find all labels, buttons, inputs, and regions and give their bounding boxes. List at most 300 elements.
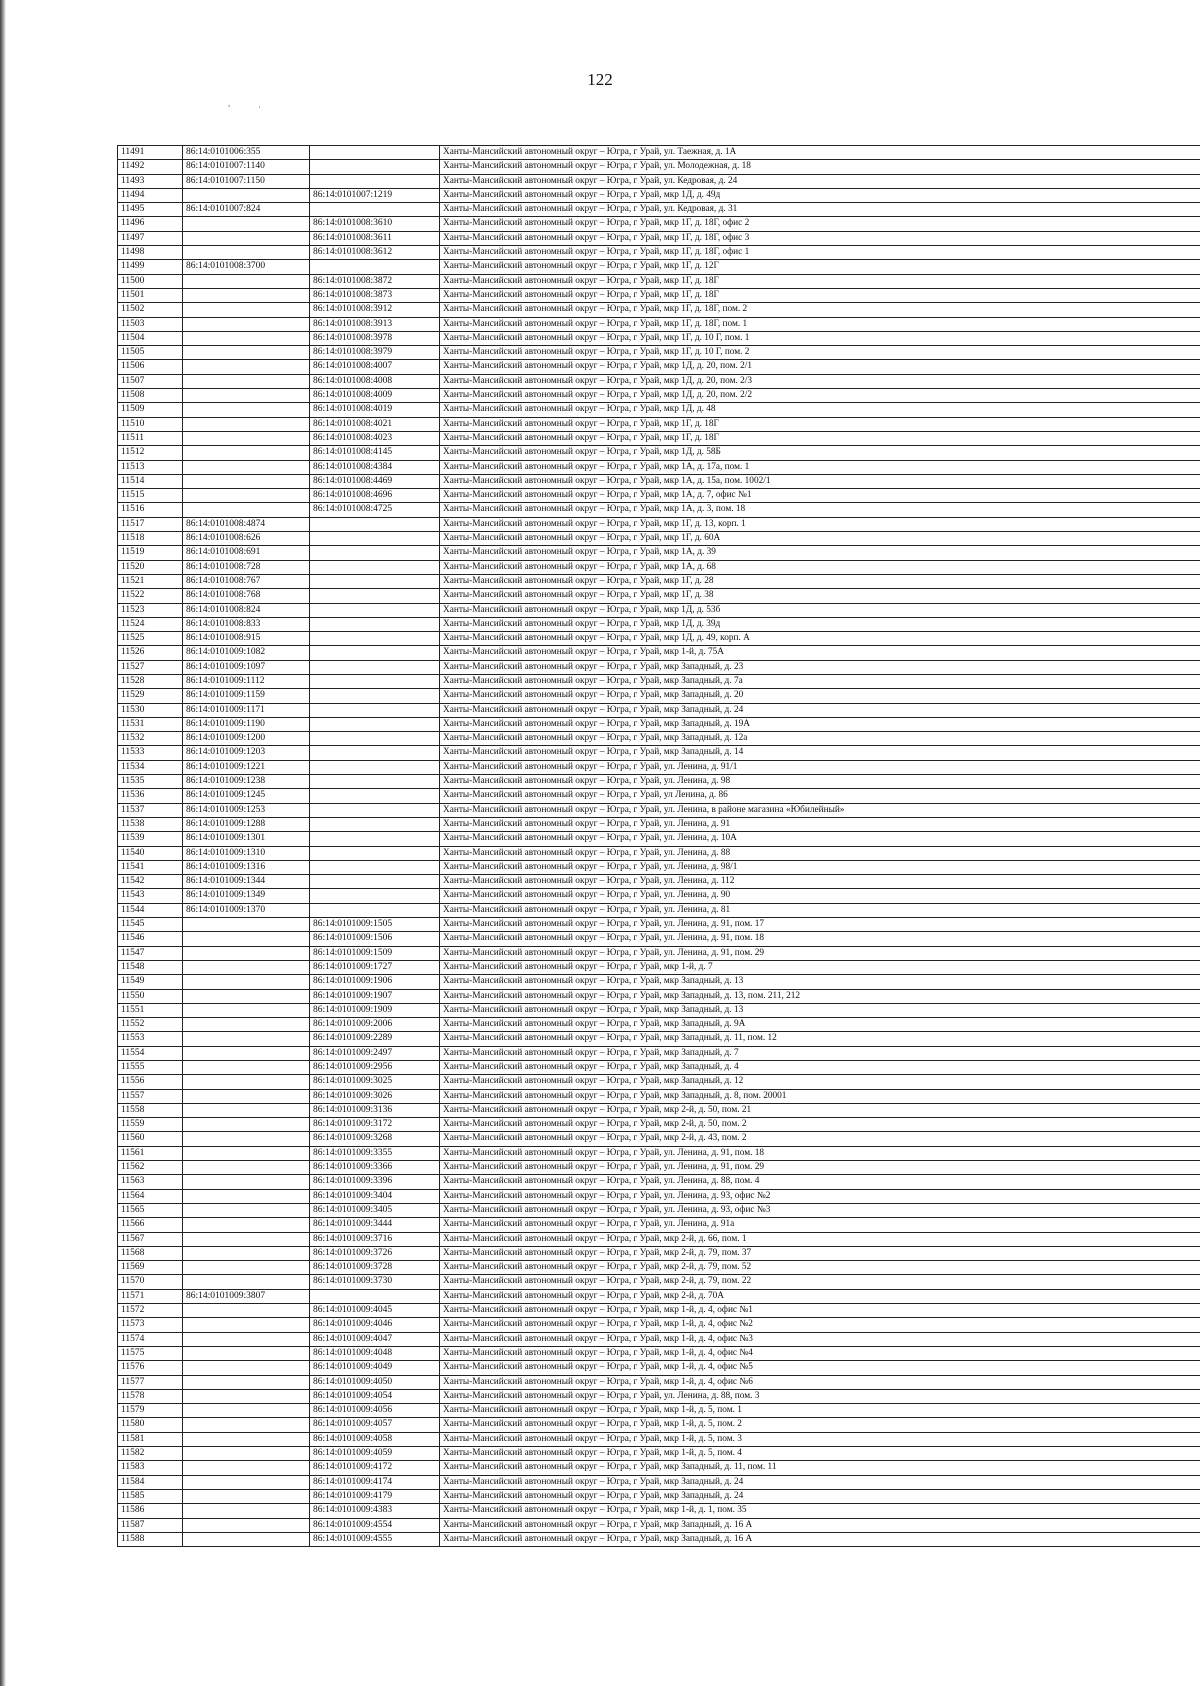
row-number-cell: 11575 xyxy=(118,1346,183,1360)
table-row xyxy=(118,560,1200,574)
land-cadastral-number-cell: 86:14:0101009:1370 xyxy=(183,903,310,917)
land-cadastral-number-cell: 86:14:0101009:1301 xyxy=(183,832,310,846)
address-cell: Ханты-Мансийский автономный округ – Югра, г Урай, мкр 1Д, д. 20, пом. 2/2 xyxy=(440,389,1200,403)
building-cadastral-number-cell xyxy=(310,660,440,674)
table-row xyxy=(118,1175,1200,1189)
address-cell: Ханты-Мансийский автономный округ – Югра, г Урай, мкр 1Г, д. 18Г, офис 2 xyxy=(440,217,1200,231)
table-row xyxy=(118,1046,1200,1060)
table-row xyxy=(118,1003,1200,1017)
land-cadastral-number-cell: 86:14:0101008:768 xyxy=(183,589,310,603)
building-cadastral-number-cell xyxy=(310,846,440,860)
land-cadastral-number-cell xyxy=(183,1361,310,1375)
table-row xyxy=(118,660,1200,674)
table-row xyxy=(118,817,1200,831)
row-number-cell: 11514 xyxy=(118,474,183,488)
land-cadastral-number-cell xyxy=(183,918,310,932)
row-number-cell: 11532 xyxy=(118,732,183,746)
building-cadastral-number-cell: 86:14:0101008:4007 xyxy=(310,360,440,374)
address-cell: Ханты-Мансийский автономный округ – Югра, г Урай, мкр 1Г, д. 12Г xyxy=(440,260,1200,274)
address-cell: Ханты-Мансийский автономный округ – Югра, г Урай, мкр Западный, д. 13, пом. 211, 212 xyxy=(440,989,1200,1003)
table-row xyxy=(118,1032,1200,1046)
table-row xyxy=(118,1018,1200,1032)
table-row xyxy=(118,589,1200,603)
table-row xyxy=(118,732,1200,746)
row-number-cell: 11556 xyxy=(118,1075,183,1089)
land-cadastral-number-cell: 86:14:0101009:1171 xyxy=(183,703,310,717)
row-number-cell: 11515 xyxy=(118,489,183,503)
table-row xyxy=(118,303,1200,317)
scan-edge xyxy=(0,0,6,1686)
row-number-cell: 11524 xyxy=(118,617,183,631)
building-cadastral-number-cell xyxy=(310,746,440,760)
registry-table-body xyxy=(118,146,1200,1547)
address-cell: Ханты-Мансийский автономный округ – Югра, г Урай, мкр 1Г, д. 18Г, офис 1 xyxy=(440,246,1200,260)
land-cadastral-number-cell: 86:14:0101009:1310 xyxy=(183,846,310,860)
table-row xyxy=(118,1489,1200,1503)
land-cadastral-number-cell: 86:14:0101009:1200 xyxy=(183,732,310,746)
row-number-cell: 11498 xyxy=(118,246,183,260)
address-cell: Ханты-Мансийский автономный округ – Югра, г Урай, ул. Ленина, д. 91, пом. 17 xyxy=(440,918,1200,932)
land-cadastral-number-cell xyxy=(183,403,310,417)
row-number-cell: 11529 xyxy=(118,689,183,703)
land-cadastral-number-cell: 86:14:0101009:1203 xyxy=(183,746,310,760)
address-cell: Ханты-Мансийский автономный округ – Югра, г Урай, мкр Западный, д. 11, пом. 12 xyxy=(440,1032,1200,1046)
land-cadastral-number-cell: 86:14:0101009:1245 xyxy=(183,789,310,803)
table-row xyxy=(118,1389,1200,1403)
table-row xyxy=(118,1404,1200,1418)
address-cell: Ханты-Мансийский автономный округ – Югра, г Урай, мкр 1-й, д. 4, офис №1 xyxy=(440,1304,1200,1318)
address-cell: Ханты-Мансийский автономный округ – Югра, г Урай, ул. Ленина, д. 93, офис №3 xyxy=(440,1203,1200,1217)
row-number-cell: 11587 xyxy=(118,1518,183,1532)
table-row xyxy=(118,188,1200,202)
row-number-cell: 11513 xyxy=(118,460,183,474)
land-cadastral-number-cell xyxy=(183,1461,310,1475)
land-cadastral-number-cell xyxy=(183,389,310,403)
address-cell: Ханты-Мансийский автономный округ – Югра, г Урай, ул. Ленина, д. 112 xyxy=(440,875,1200,889)
land-cadastral-number-cell xyxy=(183,1389,310,1403)
address-cell: Ханты-Мансийский автономный округ – Югра, г Урай, ул Ленина, д. 86 xyxy=(440,789,1200,803)
table-row xyxy=(118,217,1200,231)
land-cadastral-number-cell xyxy=(183,217,310,231)
building-cadastral-number-cell: 86:14:0101009:4383 xyxy=(310,1504,440,1518)
building-cadastral-number-cell xyxy=(310,903,440,917)
land-cadastral-number-cell: 86:14:0101007:1150 xyxy=(183,174,310,188)
land-cadastral-number-cell: 86:14:0101009:1238 xyxy=(183,775,310,789)
land-cadastral-number-cell xyxy=(183,1018,310,1032)
land-cadastral-number-cell xyxy=(183,331,310,345)
table-row xyxy=(118,346,1200,360)
address-cell: Ханты-Мансийский автономный округ – Югра, г Урай, мкр 1Г, д. 10 Г, пом. 1 xyxy=(440,331,1200,345)
table-row xyxy=(118,1261,1200,1275)
row-number-cell: 11542 xyxy=(118,875,183,889)
address-cell: Ханты-Мансийский автономный округ – Югра, г Урай, мкр 1А, д. 68 xyxy=(440,560,1200,574)
row-number-cell: 11527 xyxy=(118,660,183,674)
table-row xyxy=(118,1089,1200,1103)
building-cadastral-number-cell: 86:14:0101009:2956 xyxy=(310,1061,440,1075)
row-number-cell: 11504 xyxy=(118,331,183,345)
land-cadastral-number-cell xyxy=(183,1304,310,1318)
land-cadastral-number-cell: 86:14:0101007:1140 xyxy=(183,160,310,174)
row-number-cell: 11549 xyxy=(118,975,183,989)
land-cadastral-number-cell: 86:14:0101008:767 xyxy=(183,574,310,588)
table-row xyxy=(118,1275,1200,1289)
land-cadastral-number-cell xyxy=(183,1189,310,1203)
row-number-cell: 11585 xyxy=(118,1489,183,1503)
address-cell: Ханты-Мансийский автономный округ – Югра, г Урай, мкр Западный, д. 14 xyxy=(440,746,1200,760)
building-cadastral-number-cell xyxy=(310,146,440,160)
land-cadastral-number-cell xyxy=(183,460,310,474)
table-row xyxy=(118,1304,1200,1318)
land-cadastral-number-cell: 86:14:0101008:3700 xyxy=(183,260,310,274)
table-row xyxy=(118,860,1200,874)
table-row xyxy=(118,832,1200,846)
table-row xyxy=(118,517,1200,531)
row-number-cell: 11567 xyxy=(118,1232,183,1246)
row-number-cell: 11526 xyxy=(118,646,183,660)
row-number-cell: 11531 xyxy=(118,717,183,731)
row-number-cell: 11586 xyxy=(118,1504,183,1518)
row-number-cell: 11510 xyxy=(118,417,183,431)
address-cell: Ханты-Мансийский автономный округ – Югра, г Урай, мкр 1Г, д. 38 xyxy=(440,589,1200,603)
table-row xyxy=(118,1232,1200,1246)
building-cadastral-number-cell xyxy=(310,732,440,746)
land-cadastral-number-cell xyxy=(183,1261,310,1275)
row-number-cell: 11522 xyxy=(118,589,183,603)
table-row xyxy=(118,717,1200,731)
land-cadastral-number-cell xyxy=(183,288,310,302)
address-cell: Ханты-Мансийский автономный округ – Югра, г Урай, мкр 1Д, д. 48 xyxy=(440,403,1200,417)
table-row xyxy=(118,389,1200,403)
row-number-cell: 11511 xyxy=(118,431,183,445)
table-row xyxy=(118,403,1200,417)
land-cadastral-number-cell: 86:14:0101009:1112 xyxy=(183,674,310,688)
land-cadastral-number-cell xyxy=(183,317,310,331)
address-cell: Ханты-Мансийский автономный округ – Югра, г Урай, мкр 1Г, д. 60А xyxy=(440,532,1200,546)
building-cadastral-number-cell: 86:14:0101008:3872 xyxy=(310,274,440,288)
table-row xyxy=(118,1161,1200,1175)
table-row xyxy=(118,1118,1200,1132)
row-number-cell: 11509 xyxy=(118,403,183,417)
building-cadastral-number-cell: 86:14:0101009:1727 xyxy=(310,960,440,974)
land-cadastral-number-cell xyxy=(183,1418,310,1432)
table-row xyxy=(118,1218,1200,1232)
address-cell: Ханты-Мансийский автономный округ – Югра, г Урай, мкр 1Г, д. 18Г, пом. 2 xyxy=(440,303,1200,317)
land-cadastral-number-cell xyxy=(183,417,310,431)
building-cadastral-number-cell: 86:14:0101009:4059 xyxy=(310,1447,440,1461)
table-row xyxy=(118,146,1200,160)
row-number-cell: 11574 xyxy=(118,1332,183,1346)
table-row xyxy=(118,203,1200,217)
address-cell: Ханты-Мансийский автономный округ – Югра, г Урай, мкр 1Г, д. 18Г, офис 3 xyxy=(440,231,1200,245)
row-number-cell: 11582 xyxy=(118,1447,183,1461)
row-number-cell: 11503 xyxy=(118,317,183,331)
land-cadastral-number-cell xyxy=(183,975,310,989)
address-cell: Ханты-Мансийский автономный округ – Югра, г Урай, мкр Западный, д. 4 xyxy=(440,1061,1200,1075)
building-cadastral-number-cell: 86:14:0101009:3404 xyxy=(310,1189,440,1203)
building-cadastral-number-cell: 86:14:0101009:1909 xyxy=(310,1003,440,1017)
land-cadastral-number-cell xyxy=(183,946,310,960)
table-row xyxy=(118,1461,1200,1475)
building-cadastral-number-cell: 86:14:0101008:4008 xyxy=(310,374,440,388)
address-cell: Ханты-Мансийский автономный округ – Югра, г Урай, мкр 1-й, д. 4, офис №3 xyxy=(440,1332,1200,1346)
address-cell: Ханты-Мансийский автономный округ – Югра, г Урай, мкр Западный, д. 7а xyxy=(440,674,1200,688)
address-cell: Ханты-Мансийский автономный округ – Югра, г Урай, ул. Ленина, в районе магазина «Юбилейный» xyxy=(440,803,1200,817)
address-cell: Ханты-Мансийский автономный округ – Югра, г Урай, мкр 1-й, д. 4, офис №2 xyxy=(440,1318,1200,1332)
building-cadastral-number-cell: 86:14:0101009:1506 xyxy=(310,932,440,946)
row-number-cell: 11508 xyxy=(118,389,183,403)
row-number-cell: 11564 xyxy=(118,1189,183,1203)
building-cadastral-number-cell: 86:14:0101009:4050 xyxy=(310,1375,440,1389)
row-number-cell: 11583 xyxy=(118,1461,183,1475)
building-cadastral-number-cell xyxy=(310,789,440,803)
address-cell: Ханты-Мансийский автономный округ – Югра, г Урай, мкр 2-й, д. 70А xyxy=(440,1289,1200,1303)
address-cell: Ханты-Мансийский автономный округ – Югра, г Урай, мкр 1Г, д. 18Г xyxy=(440,431,1200,445)
table-row xyxy=(118,1375,1200,1389)
building-cadastral-number-cell xyxy=(310,646,440,660)
building-cadastral-number-cell: 86:14:0101009:4174 xyxy=(310,1475,440,1489)
land-cadastral-number-cell xyxy=(183,1504,310,1518)
row-number-cell: 11523 xyxy=(118,603,183,617)
building-cadastral-number-cell: 86:14:0101009:4056 xyxy=(310,1404,440,1418)
page-number: 122 xyxy=(587,70,613,89)
table-row xyxy=(118,1246,1200,1260)
row-number-cell: 11505 xyxy=(118,346,183,360)
scan-mark: , xyxy=(228,98,231,108)
row-number-cell: 11553 xyxy=(118,1032,183,1046)
building-cadastral-number-cell: 86:14:0101008:4384 xyxy=(310,460,440,474)
building-cadastral-number-cell: 86:14:0101009:4554 xyxy=(310,1518,440,1532)
table-row xyxy=(118,746,1200,760)
building-cadastral-number-cell xyxy=(310,532,440,546)
table-row xyxy=(118,1289,1200,1303)
building-cadastral-number-cell: 86:14:0101009:3268 xyxy=(310,1132,440,1146)
table-row xyxy=(118,1518,1200,1532)
land-cadastral-number-cell xyxy=(183,1132,310,1146)
building-cadastral-number-cell: 86:14:0101008:3873 xyxy=(310,288,440,302)
land-cadastral-number-cell xyxy=(183,1103,310,1117)
row-number-cell: 11521 xyxy=(118,574,183,588)
address-cell: Ханты-Мансийский автономный округ – Югра, г Урай, ул. Ленина, д. 88, пом. 4 xyxy=(440,1175,1200,1189)
table-row xyxy=(118,1361,1200,1375)
land-cadastral-number-cell xyxy=(183,1489,310,1503)
land-cadastral-number-cell: 86:14:0101009:1316 xyxy=(183,860,310,874)
table-row xyxy=(118,574,1200,588)
building-cadastral-number-cell: 86:14:0101009:3728 xyxy=(310,1261,440,1275)
table-row xyxy=(118,1532,1200,1546)
land-cadastral-number-cell xyxy=(183,274,310,288)
table-row xyxy=(118,532,1200,546)
land-cadastral-number-cell xyxy=(183,989,310,1003)
address-cell: Ханты-Мансийский автономный округ – Югра, г Урай, ул. Ленина, д. 91 xyxy=(440,817,1200,831)
building-cadastral-number-cell xyxy=(310,260,440,274)
address-cell: Ханты-Мансийский автономный округ – Югра, г Урай, мкр 1-й, д. 75А xyxy=(440,646,1200,660)
table-row xyxy=(118,846,1200,860)
table-row xyxy=(118,932,1200,946)
row-number-cell: 11493 xyxy=(118,174,183,188)
address-cell: Ханты-Мансийский автономный округ – Югра, г Урай, мкр Западный, д. 20 xyxy=(440,689,1200,703)
table-row xyxy=(118,260,1200,274)
address-cell: Ханты-Мансийский автономный округ – Югра, г Урай, мкр Западный, д. 24 xyxy=(440,1489,1200,1503)
building-cadastral-number-cell xyxy=(310,203,440,217)
row-number-cell: 11569 xyxy=(118,1261,183,1275)
land-cadastral-number-cell xyxy=(183,1218,310,1232)
building-cadastral-number-cell: 86:14:0101009:3726 xyxy=(310,1246,440,1260)
address-cell: Ханты-Мансийский автономный округ – Югра, г Урай, ул. Ленина, д. 98/1 xyxy=(440,860,1200,874)
address-cell: Ханты-Мансийский автономный округ – Югра, г Урай, мкр 1-й, д. 4, офис №5 xyxy=(440,1361,1200,1375)
land-cadastral-number-cell xyxy=(183,1447,310,1461)
address-cell: Ханты-Мансийский автономный округ – Югра, г Урай, мкр 1-й, д. 5, пом. 2 xyxy=(440,1418,1200,1432)
address-cell: Ханты-Мансийский автономный округ – Югра, г Урай, мкр 2-й, д. 79, пом. 22 xyxy=(440,1275,1200,1289)
table-row xyxy=(118,760,1200,774)
address-cell: Ханты-Мансийский автономный округ – Югра, г Урай, мкр 2-й, д. 66, пом. 1 xyxy=(440,1232,1200,1246)
building-cadastral-number-cell: 86:14:0101007:1219 xyxy=(310,188,440,202)
land-cadastral-number-cell xyxy=(183,503,310,517)
table-row xyxy=(118,1504,1200,1518)
table-row xyxy=(118,546,1200,560)
row-number-cell: 11541 xyxy=(118,860,183,874)
building-cadastral-number-cell xyxy=(310,1289,440,1303)
table-row xyxy=(118,975,1200,989)
land-cadastral-number-cell xyxy=(183,1532,310,1546)
building-cadastral-number-cell xyxy=(310,803,440,817)
address-cell: Ханты-Мансийский автономный округ – Югра, г Урай, мкр 2-й, д. 50, пом. 21 xyxy=(440,1103,1200,1117)
land-cadastral-number-cell xyxy=(183,346,310,360)
address-cell: Ханты-Мансийский автономный округ – Югра, г Урай, мкр 2-й, д. 43, пом. 2 xyxy=(440,1132,1200,1146)
table-row xyxy=(118,417,1200,431)
row-number-cell: 11530 xyxy=(118,703,183,717)
building-cadastral-number-cell: 86:14:0101009:3405 xyxy=(310,1203,440,1217)
row-number-cell: 11500 xyxy=(118,274,183,288)
land-cadastral-number-cell: 86:14:0101007:824 xyxy=(183,203,310,217)
address-cell: Ханты-Мансийский автономный округ – Югра, г Урай, мкр 1Д, д. 53б xyxy=(440,603,1200,617)
table-row xyxy=(118,1146,1200,1160)
land-cadastral-number-cell: 86:14:0101008:728 xyxy=(183,560,310,574)
land-cadastral-number-cell xyxy=(183,1118,310,1132)
address-cell: Ханты-Мансийский автономный округ – Югра, г Урай, мкр 2-й, д. 79, пом. 52 xyxy=(440,1261,1200,1275)
table-row xyxy=(118,431,1200,445)
building-cadastral-number-cell: 86:14:0101008:3612 xyxy=(310,246,440,260)
building-cadastral-number-cell: 86:14:0101009:4045 xyxy=(310,1304,440,1318)
table-row xyxy=(118,617,1200,631)
row-number-cell: 11563 xyxy=(118,1175,183,1189)
table-row xyxy=(118,1475,1200,1489)
land-cadastral-number-cell xyxy=(183,1246,310,1260)
building-cadastral-number-cell xyxy=(310,889,440,903)
table-row xyxy=(118,1418,1200,1432)
land-cadastral-number-cell xyxy=(183,1346,310,1360)
table-row xyxy=(118,360,1200,374)
table-row xyxy=(118,317,1200,331)
land-cadastral-number-cell xyxy=(183,231,310,245)
row-number-cell: 11543 xyxy=(118,889,183,903)
building-cadastral-number-cell: 86:14:0101008:3610 xyxy=(310,217,440,231)
building-cadastral-number-cell: 86:14:0101009:4057 xyxy=(310,1418,440,1432)
land-cadastral-number-cell xyxy=(183,1518,310,1532)
table-row xyxy=(118,446,1200,460)
address-cell: Ханты-Мансийский автономный округ – Югра, г Урай, мкр 1Г, д. 28 xyxy=(440,574,1200,588)
building-cadastral-number-cell: 86:14:0101009:1509 xyxy=(310,946,440,960)
table-row xyxy=(118,174,1200,188)
row-number-cell: 11551 xyxy=(118,1003,183,1017)
row-number-cell: 11555 xyxy=(118,1061,183,1075)
land-cadastral-number-cell xyxy=(183,932,310,946)
land-cadastral-number-cell xyxy=(183,1061,310,1075)
building-cadastral-number-cell: 86:14:0101008:3978 xyxy=(310,331,440,345)
building-cadastral-number-cell: 86:14:0101009:2289 xyxy=(310,1032,440,1046)
row-number-cell: 11512 xyxy=(118,446,183,460)
land-cadastral-number-cell xyxy=(183,431,310,445)
land-cadastral-number-cell xyxy=(183,188,310,202)
land-cadastral-number-cell: 86:14:0101009:1097 xyxy=(183,660,310,674)
building-cadastral-number-cell: 86:14:0101009:4046 xyxy=(310,1318,440,1332)
row-number-cell: 11528 xyxy=(118,674,183,688)
address-cell: Ханты-Мансийский автономный округ – Югра, г Урай, мкр 1А, д. 15а, пом. 1002/1 xyxy=(440,474,1200,488)
building-cadastral-number-cell: 86:14:0101009:3396 xyxy=(310,1175,440,1189)
address-cell: Ханты-Мансийский автономный округ – Югра, г Урай, мкр Западный, д. 7 xyxy=(440,1046,1200,1060)
row-number-cell: 11558 xyxy=(118,1103,183,1117)
address-cell: Ханты-Мансийский автономный округ – Югра, г Урай, мкр 1А, д. 17а, пом. 1 xyxy=(440,460,1200,474)
address-cell: Ханты-Мансийский автономный округ – Югра, г Урай, ул. Ленина, д. 91а xyxy=(440,1218,1200,1232)
row-number-cell: 11588 xyxy=(118,1532,183,1546)
table-row xyxy=(118,1203,1200,1217)
building-cadastral-number-cell xyxy=(310,632,440,646)
address-cell: Ханты-Мансийский автономный округ – Югра, г Урай, мкр Западный, д. 24 xyxy=(440,703,1200,717)
building-cadastral-number-cell: 86:14:0101008:4021 xyxy=(310,417,440,431)
row-number-cell: 11568 xyxy=(118,1246,183,1260)
row-number-cell: 11561 xyxy=(118,1146,183,1160)
address-cell: Ханты-Мансийский автономный округ – Югра, г Урай, мкр 1-й, д. 1, пом. 35 xyxy=(440,1504,1200,1518)
table-row xyxy=(118,474,1200,488)
row-number-cell: 11562 xyxy=(118,1161,183,1175)
building-cadastral-number-cell: 86:14:0101009:3355 xyxy=(310,1146,440,1160)
row-number-cell: 11580 xyxy=(118,1418,183,1432)
land-cadastral-number-cell xyxy=(183,1161,310,1175)
land-cadastral-number-cell xyxy=(183,1203,310,1217)
land-cadastral-number-cell: 86:14:0101009:1190 xyxy=(183,717,310,731)
table-row xyxy=(118,875,1200,889)
land-cadastral-number-cell xyxy=(183,1046,310,1060)
table-row xyxy=(118,1075,1200,1089)
building-cadastral-number-cell: 86:14:0101009:3136 xyxy=(310,1103,440,1117)
building-cadastral-number-cell: 86:14:0101009:4049 xyxy=(310,1361,440,1375)
address-cell: Ханты-Мансийский автономный округ – Югра, г Урай, мкр 1Г, д. 18Г xyxy=(440,274,1200,288)
address-cell: Ханты-Мансийский автономный округ – Югра, г Урай, мкр 1Д, д. 49, корп. А xyxy=(440,632,1200,646)
building-cadastral-number-cell xyxy=(310,860,440,874)
land-cadastral-number-cell xyxy=(183,1318,310,1332)
row-number-cell: 11520 xyxy=(118,560,183,574)
building-cadastral-number-cell: 86:14:0101008:3979 xyxy=(310,346,440,360)
table-row xyxy=(118,1432,1200,1446)
address-cell: Ханты-Мансийский автономный округ – Югра, г Урай, мкр Западный, д. 13 xyxy=(440,975,1200,989)
address-cell: Ханты-Мансийский автономный округ – Югра, г Урай, ул. Ленина, д. 91, пом. 29 xyxy=(440,1161,1200,1175)
row-number-cell: 11519 xyxy=(118,546,183,560)
row-number-cell: 11525 xyxy=(118,632,183,646)
row-number-cell: 11544 xyxy=(118,903,183,917)
land-cadastral-number-cell xyxy=(183,1146,310,1160)
building-cadastral-number-cell: 86:14:0101009:4054 xyxy=(310,1389,440,1403)
building-cadastral-number-cell xyxy=(310,617,440,631)
address-cell: Ханты-Мансийский автономный округ – Югра, г Урай, мкр Западный, д. 19А xyxy=(440,717,1200,731)
table-row xyxy=(118,803,1200,817)
row-number-cell: 11577 xyxy=(118,1375,183,1389)
address-cell: Ханты-Мансийский автономный округ – Югра, г Урай, ул. Ленина, д. 88, пом. 3 xyxy=(440,1389,1200,1403)
land-cadastral-number-cell xyxy=(183,1032,310,1046)
table-row xyxy=(118,889,1200,903)
land-cadastral-number-cell: 86:14:0101008:626 xyxy=(183,532,310,546)
building-cadastral-number-cell: 86:14:0101008:4145 xyxy=(310,446,440,460)
building-cadastral-number-cell xyxy=(310,560,440,574)
table-row xyxy=(118,1318,1200,1332)
